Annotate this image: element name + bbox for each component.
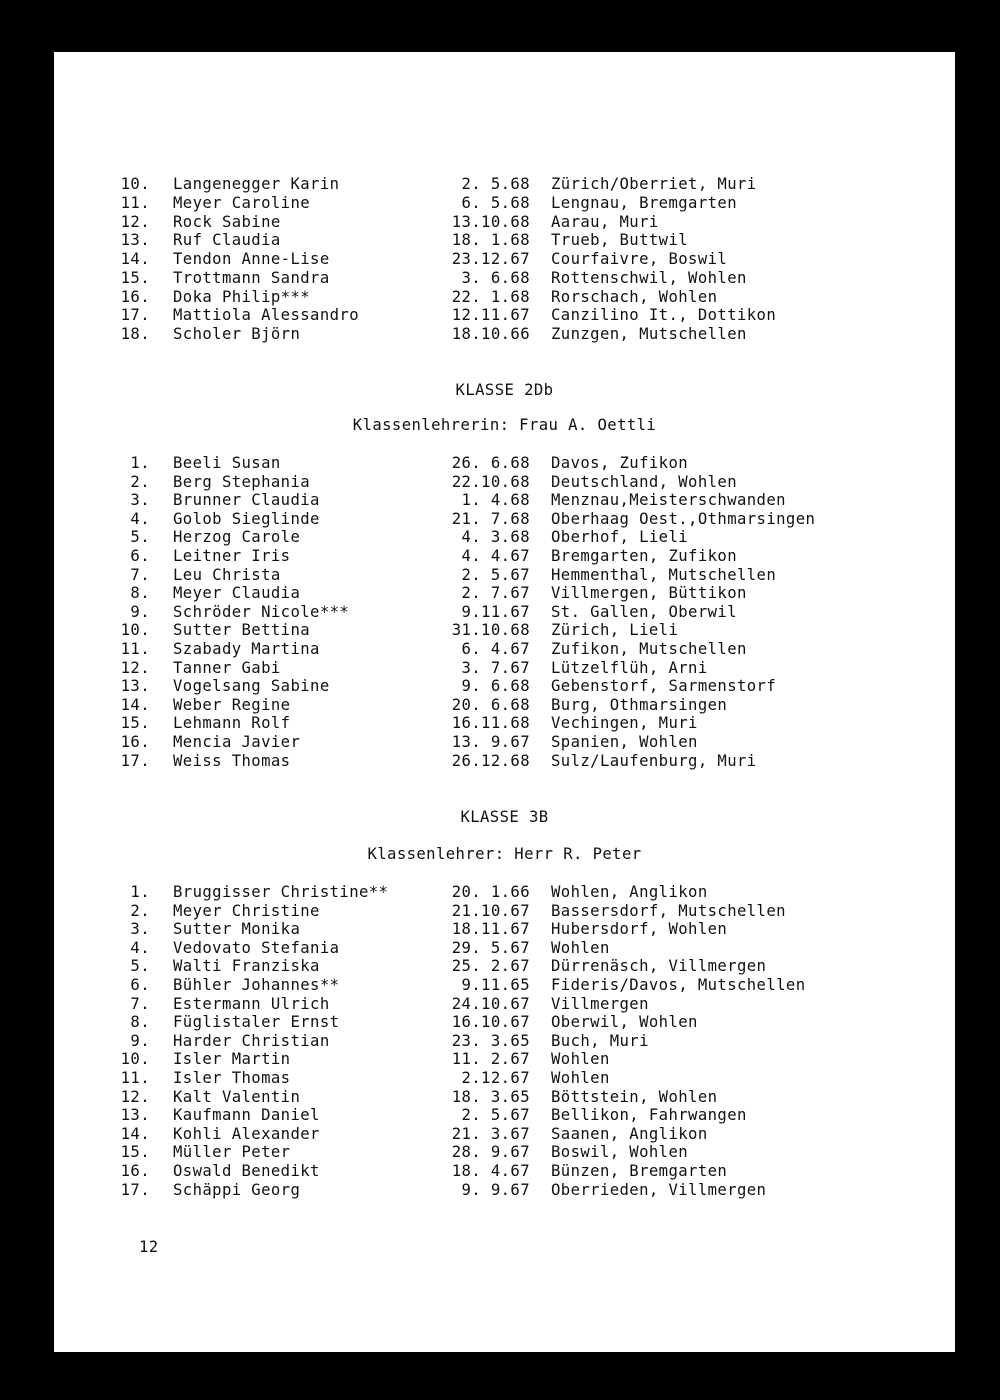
student-name: Golob Sieglinde bbox=[173, 509, 320, 528]
student-number: 16. bbox=[120, 287, 150, 306]
birth-date: 20. 1.66 bbox=[451, 883, 530, 901]
birth-date: 18. 4.67 bbox=[451, 1162, 530, 1180]
birthplace-residence: Canzilino It., Dottikon bbox=[551, 306, 777, 325]
student-name: Müller Peter bbox=[173, 1143, 291, 1162]
student-number: 5. bbox=[130, 528, 150, 547]
student-row bbox=[54, 547, 955, 566]
student-row bbox=[54, 659, 955, 678]
birthplace-residence: Villmergen, Büttikon bbox=[551, 584, 747, 603]
birth-date: 22. 1.68 bbox=[451, 287, 530, 306]
student-row bbox=[54, 1088, 955, 1107]
student-row bbox=[54, 976, 955, 995]
birthplace-residence: Spanien, Wohlen bbox=[551, 733, 698, 751]
birthplace-residence: St. Gallen, Oberwil bbox=[551, 602, 737, 621]
student-number: 16. bbox=[120, 733, 150, 751]
birthplace-residence: Davos, Zufikon bbox=[551, 454, 689, 472]
student-number: 3. bbox=[130, 920, 150, 939]
birthplace-residence: Wohlen bbox=[551, 1050, 610, 1069]
birth-date: 11. 2.67 bbox=[451, 1050, 530, 1069]
student-number: 2. bbox=[130, 901, 150, 920]
birthplace-residence: Trueb, Buttwil bbox=[551, 231, 689, 250]
birth-date: 29. 5.67 bbox=[451, 938, 530, 957]
student-name: Ruf Claudia bbox=[173, 231, 281, 250]
student-row bbox=[54, 714, 955, 733]
student-number: 13. bbox=[120, 231, 150, 250]
student-number: 12. bbox=[120, 212, 150, 231]
student-row bbox=[54, 194, 955, 213]
student-row bbox=[54, 1143, 955, 1162]
student-name: Isler Martin bbox=[173, 1050, 291, 1069]
student-name: Szabady Martina bbox=[173, 640, 320, 658]
student-row bbox=[54, 696, 955, 715]
student-number: 13. bbox=[120, 677, 150, 696]
class-title-2db: KLASSE 2Db bbox=[455, 381, 554, 399]
birthplace-residence: Zürich/Oberriet, Muri bbox=[551, 175, 757, 193]
birthplace-residence: Böttstein, Wohlen bbox=[551, 1087, 718, 1106]
student-number: 18. bbox=[120, 325, 150, 343]
student-row bbox=[54, 677, 955, 696]
student-name: Weber Regine bbox=[173, 695, 291, 714]
student-name: Lehmann Rolf bbox=[173, 714, 291, 733]
birth-date: 4. 3.68 bbox=[461, 528, 530, 547]
student-number: 15. bbox=[120, 268, 150, 287]
student-number: 3. bbox=[130, 491, 150, 510]
student-number: 6. bbox=[130, 976, 150, 994]
student-name: Doka Philip*** bbox=[173, 287, 311, 306]
birth-date: 2. 5.68 bbox=[461, 175, 530, 193]
birth-date: 2. 7.67 bbox=[461, 584, 530, 603]
student-number: 9. bbox=[130, 602, 150, 621]
student-name: Kalt Valentin bbox=[173, 1087, 301, 1106]
birthplace-residence: Menznau,Meisterschwanden bbox=[551, 491, 786, 510]
birth-date: 23. 3.65 bbox=[451, 1031, 530, 1050]
student-name: Berg Stephania bbox=[173, 472, 311, 491]
birth-date: 6. 4.67 bbox=[461, 640, 530, 658]
birth-date: 16.11.68 bbox=[451, 714, 530, 733]
student-number: 8. bbox=[130, 1013, 150, 1032]
student-name: Brunner Claudia bbox=[173, 491, 320, 510]
student-name: Trottmann Sandra bbox=[173, 268, 330, 287]
birthplace-residence: Bünzen, Bremgarten bbox=[551, 1162, 728, 1180]
birthplace-residence: Burg, Othmarsingen bbox=[551, 695, 728, 714]
birthplace-residence: Zürich, Lieli bbox=[551, 621, 679, 640]
student-row bbox=[54, 584, 955, 603]
student-name: Beeli Susan bbox=[173, 454, 281, 472]
student-row bbox=[54, 920, 955, 939]
birthplace-residence: Villmergen bbox=[551, 994, 649, 1013]
student-number: 2. bbox=[130, 472, 150, 491]
birthplace-residence: Hubersdorf, Wohlen bbox=[551, 920, 728, 939]
student-name: Scholer Björn bbox=[173, 325, 301, 343]
student-row bbox=[54, 902, 955, 921]
student-name: Sutter Bettina bbox=[173, 621, 311, 640]
student-name: Leitner Iris bbox=[173, 547, 291, 565]
birthplace-residence: Lützelflüh, Arni bbox=[551, 658, 708, 677]
student-row bbox=[54, 269, 955, 288]
student-row bbox=[54, 325, 955, 344]
student-row bbox=[54, 1050, 955, 1069]
birthplace-residence: Rorschach, Wohlen bbox=[551, 287, 718, 306]
student-name: Sutter Monika bbox=[173, 920, 301, 939]
birthplace-residence: Courfaivre, Boswil bbox=[551, 250, 728, 268]
student-row bbox=[54, 752, 955, 771]
birthplace-residence: Deutschland, Wohlen bbox=[551, 472, 737, 491]
student-name: Meyer Claudia bbox=[173, 584, 301, 603]
student-name: Meyer Christine bbox=[173, 901, 320, 920]
student-row bbox=[54, 957, 955, 976]
birthplace-residence: Hemmenthal, Mutschellen bbox=[551, 565, 777, 584]
birth-date: 18.10.66 bbox=[451, 325, 530, 343]
birth-date: 9. 9.67 bbox=[461, 1180, 530, 1199]
birth-date: 22.10.68 bbox=[451, 472, 530, 491]
student-row bbox=[54, 528, 955, 547]
page-number: 12 bbox=[139, 1238, 159, 1256]
student-name: Bühler Johannes** bbox=[173, 976, 340, 994]
birth-date: 2.12.67 bbox=[461, 1069, 530, 1087]
birth-date: 2. 5.67 bbox=[461, 1106, 530, 1125]
student-name: Vogelsang Sabine bbox=[173, 677, 330, 696]
birth-date: 13. 9.67 bbox=[451, 733, 530, 751]
student-number: 12. bbox=[120, 658, 150, 677]
student-name: Tendon Anne-Lise bbox=[173, 250, 330, 268]
student-row bbox=[54, 1106, 955, 1125]
student-row bbox=[54, 1181, 955, 1200]
birthplace-residence: Oberwil, Wohlen bbox=[551, 1013, 698, 1032]
birthplace-residence: Sulz/Laufenburg, Muri bbox=[551, 751, 757, 770]
birth-date: 2. 5.67 bbox=[461, 565, 530, 584]
student-row bbox=[54, 288, 955, 307]
student-name: Herzog Carole bbox=[173, 528, 301, 547]
student-row bbox=[54, 640, 955, 659]
student-name: Estermann Ulrich bbox=[173, 994, 330, 1013]
birth-date: 25. 2.67 bbox=[451, 957, 530, 976]
student-row bbox=[54, 250, 955, 269]
student-name: Leu Christa bbox=[173, 565, 281, 584]
student-name: Bruggisser Christine** bbox=[173, 883, 389, 901]
student-number: 5. bbox=[130, 957, 150, 976]
student-number: 10. bbox=[120, 621, 150, 640]
student-number: 13. bbox=[120, 1106, 150, 1125]
student-name: Rock Sabine bbox=[173, 212, 281, 231]
birthplace-residence: Oberhaag Oest.,Othmarsingen bbox=[551, 509, 816, 528]
birth-date: 26.12.68 bbox=[451, 751, 530, 770]
student-name: Mencia Javier bbox=[173, 733, 301, 751]
class-teacher-2db: Klassenlehrerin: Frau A. Oettli bbox=[352, 416, 657, 434]
birthplace-residence: Vechingen, Muri bbox=[551, 714, 698, 733]
student-row bbox=[54, 454, 955, 473]
birth-date: 31.10.68 bbox=[451, 621, 530, 640]
birthplace-residence: Wohlen bbox=[551, 938, 610, 957]
birthplace-residence: Oberrieden, Villmergen bbox=[551, 1180, 767, 1199]
student-number: 15. bbox=[120, 714, 150, 733]
birth-date: 28. 9.67 bbox=[451, 1143, 530, 1162]
birth-date: 23.12.67 bbox=[451, 250, 530, 268]
student-number: 7. bbox=[130, 994, 150, 1013]
student-name: Füglistaler Ernst bbox=[173, 1013, 340, 1032]
birth-date: 20. 6.68 bbox=[451, 695, 530, 714]
student-row bbox=[54, 231, 955, 250]
student-number: 11. bbox=[120, 640, 150, 658]
birthplace-residence: Dürrenäsch, Villmergen bbox=[551, 957, 767, 976]
student-row bbox=[54, 733, 955, 752]
birth-date: 16.10.67 bbox=[451, 1013, 530, 1032]
birthplace-residence: Bremgarten, Zufikon bbox=[551, 547, 737, 565]
student-row bbox=[54, 603, 955, 622]
student-name: Walti Franziska bbox=[173, 957, 320, 976]
class-teacher-3b: Klassenlehrer: Herr R. Peter bbox=[367, 845, 642, 863]
birthplace-residence: Wohlen bbox=[551, 1069, 610, 1087]
student-number: 16. bbox=[120, 1162, 150, 1180]
birthplace-residence: Rottenschwil, Wohlen bbox=[551, 268, 747, 287]
birth-date: 1. 4.68 bbox=[461, 491, 530, 510]
student-name: Tanner Gabi bbox=[173, 658, 281, 677]
student-number: 1. bbox=[130, 454, 150, 472]
student-number: 17. bbox=[120, 306, 150, 325]
birth-date: 9.11.65 bbox=[461, 976, 530, 994]
student-name: Kohli Alexander bbox=[173, 1124, 320, 1143]
student-row bbox=[54, 566, 955, 585]
student-row bbox=[54, 491, 955, 510]
student-name: Langenegger Karin bbox=[173, 175, 340, 193]
birth-date: 21. 3.67 bbox=[451, 1124, 530, 1143]
student-name: Schäppi Georg bbox=[173, 1180, 301, 1199]
student-row bbox=[54, 995, 955, 1014]
student-number: 14. bbox=[120, 695, 150, 714]
student-number: 6. bbox=[130, 547, 150, 565]
student-number: 9. bbox=[130, 1031, 150, 1050]
birthplace-residence: Zunzgen, Mutschellen bbox=[551, 325, 747, 343]
birthplace-residence: Wohlen, Anglikon bbox=[551, 883, 708, 901]
student-row bbox=[54, 510, 955, 529]
birth-date: 4. 4.67 bbox=[461, 547, 530, 565]
student-number: 11. bbox=[120, 1069, 150, 1087]
student-number: 7. bbox=[130, 565, 150, 584]
birth-date: 9. 6.68 bbox=[461, 677, 530, 696]
student-name: Weiss Thomas bbox=[173, 751, 291, 770]
student-number: 4. bbox=[130, 509, 150, 528]
student-row bbox=[54, 213, 955, 232]
student-number: 15. bbox=[120, 1143, 150, 1162]
birth-date: 26. 6.68 bbox=[451, 454, 530, 472]
student-name: Meyer Caroline bbox=[173, 193, 311, 212]
birth-date: 12.11.67 bbox=[451, 306, 530, 325]
birth-date: 18. 1.68 bbox=[451, 231, 530, 250]
birth-date: 9.11.67 bbox=[461, 602, 530, 621]
birth-date: 18.11.67 bbox=[451, 920, 530, 939]
student-row bbox=[54, 939, 955, 958]
student-row bbox=[54, 1013, 955, 1032]
birthplace-residence: Aarau, Muri bbox=[551, 212, 659, 231]
birth-date: 24.10.67 bbox=[451, 994, 530, 1013]
student-name: Schröder Nicole*** bbox=[173, 602, 350, 621]
student-row bbox=[54, 473, 955, 492]
student-row bbox=[54, 1125, 955, 1144]
birth-date: 21.10.67 bbox=[451, 901, 530, 920]
student-number: 10. bbox=[120, 175, 150, 193]
birth-date: 18. 3.65 bbox=[451, 1087, 530, 1106]
student-number: 10. bbox=[120, 1050, 150, 1069]
student-number: 12. bbox=[120, 1087, 150, 1106]
student-row bbox=[54, 1162, 955, 1181]
student-name: Mattiola Alessandro bbox=[173, 306, 359, 325]
birthplace-residence: Boswil, Wohlen bbox=[551, 1143, 689, 1162]
birthplace-residence: Fideris/Davos, Mutschellen bbox=[551, 976, 806, 994]
student-row bbox=[54, 621, 955, 640]
student-row bbox=[54, 306, 955, 325]
document-page bbox=[54, 52, 955, 1352]
student-name: Oswald Benedikt bbox=[173, 1162, 320, 1180]
student-number: 14. bbox=[120, 250, 150, 268]
birthplace-residence: Oberhof, Lieli bbox=[551, 528, 689, 547]
birth-date: 3. 6.68 bbox=[461, 268, 530, 287]
student-row bbox=[54, 883, 955, 902]
birthplace-residence: Lengnau, Bremgarten bbox=[551, 193, 737, 212]
birthplace-residence: Zufikon, Mutschellen bbox=[551, 640, 747, 658]
student-number: 14. bbox=[120, 1124, 150, 1143]
student-number: 8. bbox=[130, 584, 150, 603]
student-name: Vedovato Stefania bbox=[173, 938, 340, 957]
student-row bbox=[54, 1032, 955, 1051]
birthplace-residence: Bassersdorf, Mutschellen bbox=[551, 901, 786, 920]
class-title-3b: KLASSE 3B bbox=[460, 808, 549, 826]
birth-date: 3. 7.67 bbox=[461, 658, 530, 677]
student-name: Harder Christian bbox=[173, 1031, 330, 1050]
birth-date: 21. 7.68 bbox=[451, 509, 530, 528]
student-number: 4. bbox=[130, 938, 150, 957]
student-name: Isler Thomas bbox=[173, 1069, 291, 1087]
birthplace-residence: Saanen, Anglikon bbox=[551, 1124, 708, 1143]
student-number: 17. bbox=[120, 1180, 150, 1199]
student-number: 17. bbox=[120, 751, 150, 770]
student-number: 11. bbox=[120, 193, 150, 212]
birth-date: 6. 5.68 bbox=[461, 193, 530, 212]
birthplace-residence: Gebenstorf, Sarmenstorf bbox=[551, 677, 777, 696]
student-row bbox=[54, 1069, 955, 1088]
student-number: 1. bbox=[130, 883, 150, 901]
birth-date: 13.10.68 bbox=[451, 212, 530, 231]
birthplace-residence: Buch, Muri bbox=[551, 1031, 649, 1050]
student-name: Kaufmann Daniel bbox=[173, 1106, 320, 1125]
student-row bbox=[54, 175, 955, 194]
birthplace-residence: Bellikon, Fahrwangen bbox=[551, 1106, 747, 1125]
